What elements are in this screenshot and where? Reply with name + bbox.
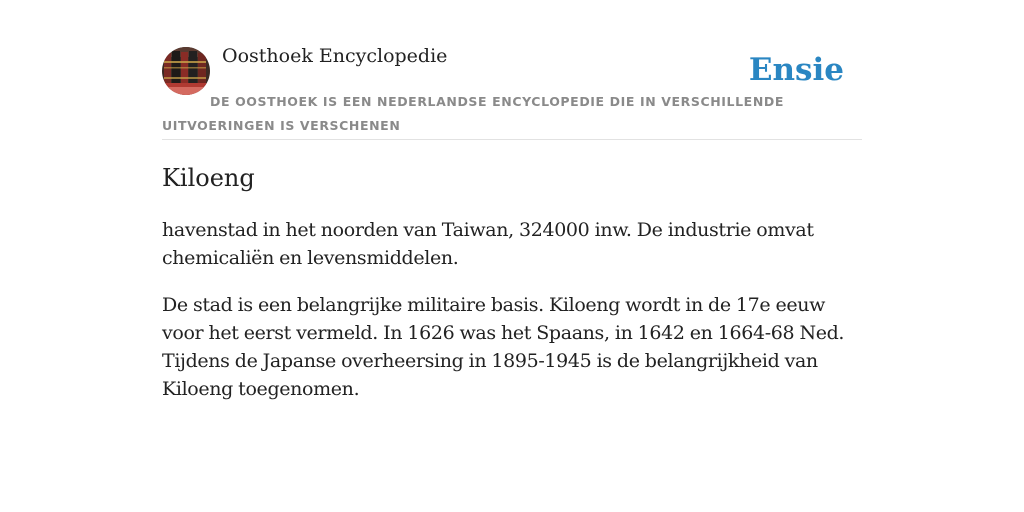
book-spines-icon[interactable] xyxy=(162,47,210,95)
article-paragraph: havenstad in het noorden van Taiwan, 324000 inw. De industrie omvat chemicaliën en levensmiddelen. xyxy=(162,219,814,269)
article xyxy=(162,140,862,403)
article-title: Kiloeng xyxy=(162,164,255,192)
site-title[interactable]: Oosthoek Encyclopedie xyxy=(222,45,448,67)
article-paragraph: De stad is een belangrijke militaire basis. Kiloeng wordt in de 17e eeuw voor het eerst vermeld. In 1626 was het Spaans, in 1642 en 1664-68 Ned. Tijdens de Japanse overheersing in 1895-1945 is de belangrijkheid van Kiloeng toegenomen. xyxy=(162,294,845,400)
site-tagline: DE OOSTHOEK IS EEN NEDERLANDSE ENCYCLOPEDIE DIE IN VERSCHILLENDE UITVOERINGEN IS VERSCHENEN xyxy=(162,94,784,133)
site-header xyxy=(162,0,862,140)
content-container xyxy=(162,0,862,422)
brand-logo[interactable]: Ensie xyxy=(748,52,844,88)
